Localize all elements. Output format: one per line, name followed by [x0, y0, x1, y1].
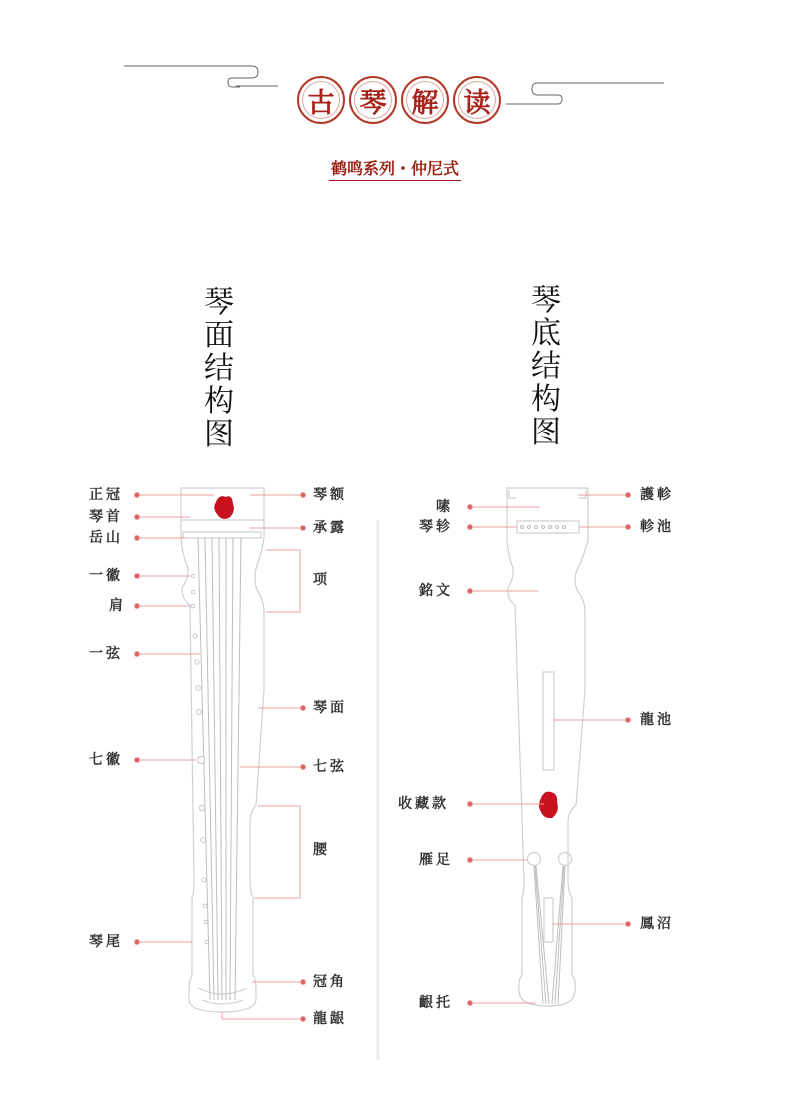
front-title-char: 面: [204, 318, 234, 353]
front-title-char: 图: [204, 417, 234, 452]
front-title-char: 构: [204, 384, 234, 419]
back-tuning-pegs: [521, 526, 566, 529]
back-title-char: 琴: [531, 283, 561, 318]
back-title-char: 底: [531, 316, 561, 351]
back-title-char: 构: [531, 382, 561, 417]
label-guanjiao: 冠角: [313, 974, 347, 990]
label-qinmian: 琴面: [313, 700, 347, 716]
label-fengzhao: 鳳沼: [640, 916, 674, 932]
label-mingwen: 銘文: [419, 583, 453, 599]
label-qihui: 七徽: [89, 752, 123, 768]
back-title-char: 图: [531, 415, 561, 450]
front-title-char: 结: [204, 351, 234, 386]
label-longchi: 龍池: [640, 712, 674, 728]
label-yihui: 一徽: [89, 568, 123, 584]
seal-char-1: 古: [297, 76, 345, 124]
label-zhenchi: 軫池: [640, 519, 674, 535]
label-yueshan: 岳山: [89, 530, 123, 546]
front-title-char: 琴: [204, 285, 234, 320]
label-yixian: 一弦: [89, 646, 123, 662]
label-qinwei: 琴尾: [89, 934, 123, 950]
label-huzhen: 護軫: [640, 487, 674, 503]
label-qinzhen: 琴轸: [419, 519, 453, 535]
front-instrument: [181, 488, 264, 1012]
label-longyin: 龍龈: [313, 1011, 347, 1027]
back-strings: [534, 866, 565, 1004]
back-title-char: 结: [531, 349, 561, 384]
label-xiang: 项: [313, 572, 330, 588]
label-jian: 肩: [109, 598, 126, 614]
label-yanzu: 雁足: [419, 852, 453, 868]
label-zhengguan: 正冠: [89, 487, 123, 503]
front-strings: [198, 538, 241, 1000]
label-yao: 腰: [313, 842, 330, 858]
seal-char-2: 琴: [349, 76, 397, 124]
label-su: 嗉: [436, 499, 453, 515]
front-brackets: [254, 550, 300, 898]
back-instrument: [507, 488, 588, 1006]
label-qinshou: 琴首: [89, 509, 123, 525]
back-red-stamp: [539, 792, 558, 819]
label-qine: 琴额: [313, 487, 347, 503]
label-qixian: 七弦: [313, 759, 347, 775]
label-yintuo: 齦托: [419, 995, 453, 1011]
label-shoucangkuan: 收藏款: [398, 796, 449, 812]
front-red-stamp: [214, 496, 234, 519]
label-chenglu: 承露: [313, 520, 347, 536]
subtitle-text: 鹤鸣系列・仲尼式: [329, 159, 461, 181]
seal-char-4: 读: [453, 76, 501, 124]
seal-char-3: 解: [401, 76, 449, 124]
